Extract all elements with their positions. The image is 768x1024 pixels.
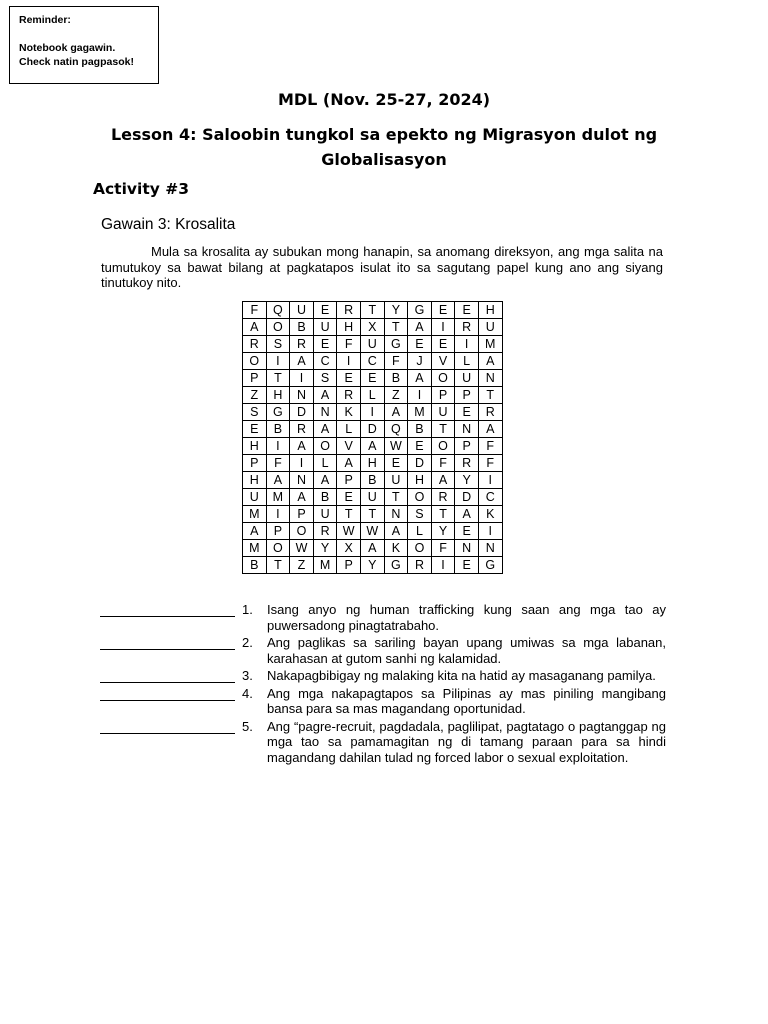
grid-cell: E [455, 557, 479, 574]
question-number: 4. [242, 685, 253, 701]
grid-cell: N [478, 540, 502, 557]
grid-cell: E [408, 438, 432, 455]
grid-cell: E [313, 336, 337, 353]
grid-cell: R [290, 336, 314, 353]
grid-cell: T [478, 387, 502, 404]
grid-cell: Z [290, 557, 314, 574]
grid-cell: E [408, 336, 432, 353]
grid-cell: M [243, 540, 267, 557]
grid-row [243, 557, 503, 574]
grid-cell: N [455, 540, 479, 557]
grid-cell: A [360, 540, 384, 557]
grid-cell: R [408, 557, 432, 574]
grid-cell: A [313, 472, 337, 489]
grid-cell: U [384, 472, 408, 489]
grid-cell: H [243, 472, 267, 489]
grid-cell: W [290, 540, 314, 557]
grid-cell: B [313, 489, 337, 506]
grid-cell: Z [243, 387, 267, 404]
grid-cell: C [360, 353, 384, 370]
grid-cell: U [313, 506, 337, 523]
grid-cell: I [431, 557, 455, 574]
grid-cell: C [313, 353, 337, 370]
question-item [100, 668, 666, 684]
grid-cell: W [337, 523, 361, 540]
grid-cell: U [478, 319, 502, 336]
grid-cell: O [266, 319, 290, 336]
grid-cell: T [384, 489, 408, 506]
grid-cell: Y [313, 540, 337, 557]
grid-cell: A [384, 523, 408, 540]
question-text: Nakapagbibigay ng malaking kita na hatid ay masaganang pamilya. [267, 668, 656, 683]
grid-cell: E [455, 302, 479, 319]
grid-cell: F [266, 455, 290, 472]
lesson-title [110, 122, 658, 172]
grid-cell: F [337, 336, 361, 353]
grid-cell: O [266, 540, 290, 557]
grid-row [243, 455, 503, 472]
grid-row [243, 336, 503, 353]
grid-cell: A [290, 438, 314, 455]
grid-cell: A [313, 387, 337, 404]
grid-cell: E [360, 370, 384, 387]
grid-cell: G [478, 557, 502, 574]
grid-cell: M [478, 336, 502, 353]
grid-cell: L [408, 523, 432, 540]
grid-cell: Y [384, 302, 408, 319]
grid-row [243, 421, 503, 438]
grid-cell: S [243, 404, 267, 421]
question-text: Isang anyo ng human trafficking kung saan ang mga tao ay puwersadong pinagtatrabaho. [267, 602, 666, 633]
grid-cell: U [360, 336, 384, 353]
question-item [100, 719, 666, 766]
answer-blank-line [100, 733, 235, 734]
grid-cell: I [455, 336, 479, 353]
grid-cell: I [337, 353, 361, 370]
grid-cell: N [384, 506, 408, 523]
grid-cell: R [243, 336, 267, 353]
gawain-title: Gawain 3: Krosalita [101, 216, 236, 233]
grid-cell: M [243, 506, 267, 523]
grid-cell: H [266, 387, 290, 404]
grid-cell: T [266, 370, 290, 387]
grid-cell: I [266, 506, 290, 523]
grid-row [243, 370, 503, 387]
grid-cell: Y [431, 523, 455, 540]
grid-cell: A [455, 506, 479, 523]
word-search-grid [242, 301, 503, 574]
grid-cell: L [360, 387, 384, 404]
grid-cell: H [360, 455, 384, 472]
grid-cell: R [431, 489, 455, 506]
grid-cell: S [266, 336, 290, 353]
grid-cell: R [455, 455, 479, 472]
grid-cell: E [243, 421, 267, 438]
grid-cell: W [384, 438, 408, 455]
grid-cell: D [455, 489, 479, 506]
grid-row [243, 353, 503, 370]
grid-cell: T [360, 302, 384, 319]
grid-cell: A [478, 353, 502, 370]
lesson-title-line-2: Globalisasyon [321, 150, 447, 169]
question-number: 5. [242, 718, 253, 734]
question-number: 1. [242, 602, 253, 617]
grid-cell: Q [384, 421, 408, 438]
grid-cell: P [243, 455, 267, 472]
grid-cell: E [431, 302, 455, 319]
grid-cell: Y [455, 472, 479, 489]
grid-cell: U [431, 404, 455, 421]
grid-cell: R [478, 404, 502, 421]
answer-blank-line [100, 682, 235, 683]
grid-cell: A [243, 319, 267, 336]
grid-cell: O [431, 438, 455, 455]
question-number: 2. [242, 635, 253, 650]
grid-cell: N [290, 387, 314, 404]
grid-cell: P [337, 557, 361, 574]
grid-cell: D [408, 455, 432, 472]
grid-cell: M [313, 557, 337, 574]
grid-cell: L [337, 421, 361, 438]
grid-cell: A [313, 421, 337, 438]
grid-cell: R [313, 523, 337, 540]
grid-cell: F [384, 353, 408, 370]
question-item [100, 635, 666, 666]
reminder-box [9, 6, 159, 84]
grid-cell: D [360, 421, 384, 438]
grid-row [243, 523, 503, 540]
grid-cell: B [243, 557, 267, 574]
grid-cell: O [408, 489, 432, 506]
grid-cell: A [266, 472, 290, 489]
grid-cell: E [337, 489, 361, 506]
question-text: Ang “pagre-recruit, pagdadala, paglilipat, pagtatago o pagtanggap ng mga tao sa pamamagitan ng di tamang paraan para sa hindi magandang dahilan tulad ng forced labor o sexual exploitation. [267, 718, 666, 765]
grid-cell: E [313, 302, 337, 319]
grid-cell: V [337, 438, 361, 455]
grid-row [243, 472, 503, 489]
grid-row [243, 302, 503, 319]
grid-cell: P [455, 387, 479, 404]
grid-cell: H [408, 472, 432, 489]
grid-cell: Q [266, 302, 290, 319]
reminder-line-1: Notebook gagawin. [19, 42, 116, 54]
grid-cell: A [384, 404, 408, 421]
grid-row [243, 404, 503, 421]
grid-cell: I [290, 455, 314, 472]
grid-cell: K [337, 404, 361, 421]
grid-cell: A [337, 455, 361, 472]
grid-cell: G [266, 404, 290, 421]
grid-cell: I [290, 370, 314, 387]
question-item [100, 602, 666, 633]
grid-cell: O [313, 438, 337, 455]
question-list [100, 602, 666, 767]
grid-cell: Z [384, 387, 408, 404]
grid-cell: F [243, 302, 267, 319]
grid-cell: U [360, 489, 384, 506]
grid-cell: M [408, 404, 432, 421]
reminder-line-2: Check natin pagpasok! [19, 56, 134, 68]
grid-cell: O [243, 353, 267, 370]
activity-heading: Activity #3 [93, 180, 190, 198]
grid-cell: U [455, 370, 479, 387]
grid-cell: A [290, 489, 314, 506]
grid-cell: N [455, 421, 479, 438]
question-text: Ang paglikas sa sariling bayan upang umiwas sa mga labanan, karahasan at gutom sanhi ng kalamidad. [267, 635, 666, 666]
grid-cell: R [455, 319, 479, 336]
grid-cell: G [384, 336, 408, 353]
grid-cell: B [290, 319, 314, 336]
grid-cell: A [360, 438, 384, 455]
grid-cell: F [431, 540, 455, 557]
grid-cell: B [384, 370, 408, 387]
answer-blank-line [100, 616, 235, 617]
grid-cell: L [313, 455, 337, 472]
grid-cell: C [478, 489, 502, 506]
grid-row [243, 506, 503, 523]
grid-cell: P [431, 387, 455, 404]
grid-cell: I [431, 319, 455, 336]
mdl-title: MDL (Nov. 25-27, 2024) [277, 90, 491, 109]
grid-cell: E [337, 370, 361, 387]
grid-row [243, 540, 503, 557]
grid-cell: G [408, 302, 432, 319]
grid-cell: F [478, 455, 502, 472]
grid-cell: H [243, 438, 267, 455]
grid-cell: R [337, 302, 361, 319]
grid-cell: Y [360, 557, 384, 574]
grid-cell: F [478, 438, 502, 455]
grid-cell: O [290, 523, 314, 540]
grid-cell: P [243, 370, 267, 387]
grid-cell: L [455, 353, 479, 370]
grid-cell: A [408, 370, 432, 387]
grid-cell: D [290, 404, 314, 421]
answer-blank-line [100, 649, 235, 650]
reminder-title: Reminder: [19, 14, 71, 26]
grid-cell: B [360, 472, 384, 489]
grid-cell: G [384, 557, 408, 574]
question-item [100, 686, 666, 717]
grid-cell: H [478, 302, 502, 319]
grid-cell: T [431, 421, 455, 438]
grid-cell: T [384, 319, 408, 336]
answer-blank-line [100, 700, 235, 701]
grid-cell: E [455, 404, 479, 421]
grid-cell: U [290, 302, 314, 319]
grid-row [243, 438, 503, 455]
grid-cell: P [290, 506, 314, 523]
instructions: Mula sa krosalita ay subukan mong hanapin, sa anomang direksyon, ang mga salita na tumutukoy sa bawat bilang at pagkatapos isulat ito sa sagutang papel kung ano ang siyang tinutukoy nito. [101, 244, 663, 290]
grid-cell: A [408, 319, 432, 336]
lesson-title-line-1: Lesson 4: Saloobin tungkol sa epekto ng Migrasyon dulot ng [110, 125, 658, 144]
grid-cell: O [431, 370, 455, 387]
grid-cell: A [478, 421, 502, 438]
grid-row [243, 489, 503, 506]
grid-cell: N [313, 404, 337, 421]
grid-cell: B [266, 421, 290, 438]
grid-cell: N [290, 472, 314, 489]
grid-cell: I [408, 387, 432, 404]
grid-row [243, 387, 503, 404]
grid-cell: P [455, 438, 479, 455]
grid-cell: V [431, 353, 455, 370]
grid-cell: T [431, 506, 455, 523]
grid-cell: O [408, 540, 432, 557]
grid-cell: I [478, 523, 502, 540]
grid-cell: R [290, 421, 314, 438]
grid-cell: W [360, 523, 384, 540]
grid-cell: A [431, 472, 455, 489]
grid-cell: E [455, 523, 479, 540]
grid-cell: N [478, 370, 502, 387]
grid-cell: K [478, 506, 502, 523]
grid-cell: T [360, 506, 384, 523]
grid-cell: E [431, 336, 455, 353]
grid-cell: M [266, 489, 290, 506]
grid-cell: T [337, 506, 361, 523]
grid-cell: H [337, 319, 361, 336]
grid-cell: B [408, 421, 432, 438]
grid-cell: I [266, 353, 290, 370]
grid-cell: X [360, 319, 384, 336]
grid-cell: K [384, 540, 408, 557]
question-number: 3. [242, 668, 253, 683]
grid-cell: U [313, 319, 337, 336]
grid-cell: A [243, 523, 267, 540]
grid-cell: S [313, 370, 337, 387]
grid-cell: P [337, 472, 361, 489]
grid-cell: T [266, 557, 290, 574]
grid-row [243, 319, 503, 336]
grid-cell: I [478, 472, 502, 489]
grid-cell: F [431, 455, 455, 472]
grid-cell: X [337, 540, 361, 557]
grid-cell: A [290, 353, 314, 370]
grid-cell: I [360, 404, 384, 421]
question-text: Ang mga nakapagtapos sa Pilipinas ay mas piniling mangibang bansa para sa mas magandang oportunidad. [267, 685, 666, 716]
grid-cell: J [408, 353, 432, 370]
grid-cell: U [243, 489, 267, 506]
grid-cell: R [337, 387, 361, 404]
grid-cell: I [266, 438, 290, 455]
grid-cell: P [266, 523, 290, 540]
grid-cell: S [408, 506, 432, 523]
grid-cell: E [384, 455, 408, 472]
